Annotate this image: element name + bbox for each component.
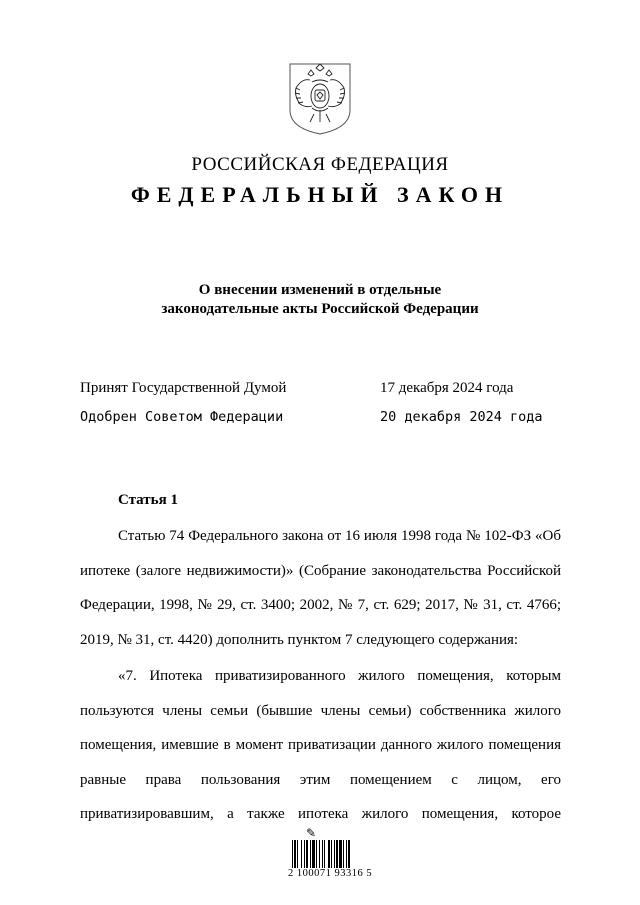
article-paragraph-1 — [80, 519, 561, 657]
country-heading: РОССИЙСКАЯ ФЕДЕРАЦИЯ — [191, 154, 449, 175]
paragraph-line: ипотеке (залоге недвижимости)» (Собрание законодательства Российской — [80, 562, 561, 579]
coat-of-arms-emblem — [286, 60, 354, 136]
article-paragraph-2 — [80, 659, 561, 832]
barcode-icon — [292, 840, 376, 868]
paragraph-line: Статью 74 Федерального закона от 16 июля 1998 года № 102-ФЗ «Об — [118, 528, 561, 544]
law-title-line-2: законодательные акты Российской Федерации — [161, 301, 479, 317]
paragraph-line: помещения, имевшие в момент приватизации данного жилого помещения — [80, 737, 561, 753]
law-title — [0, 281, 640, 319]
approval-date: 20 декабря 2024 года — [380, 409, 543, 425]
paragraph-line: «7. Ипотека приватизированного жилого помещения, которым — [118, 668, 561, 684]
law-title-line-1: О внесении изменений в отдельные — [198, 282, 442, 298]
paragraph-line: 2019, № 31, ст. 4420) дополнить пунктом 7 следующего содержания: — [80, 631, 519, 648]
paragraph-line: приватизировавшим, а также ипотека жилого помещения, которое — [80, 806, 561, 822]
article-title: Статья 1 — [118, 492, 178, 508]
adoption-row-duma — [80, 380, 560, 400]
barcode-number: 2 100071 93316 5 — [288, 868, 373, 879]
approving-body: Одобрен Советом Федерации — [80, 409, 284, 425]
adopting-body: Принят Государственной Думой — [80, 380, 287, 396]
adoption-row-council — [80, 409, 560, 429]
paragraph-line: пользуются члены семьи (бывшие члены семьи) собственника жилого — [80, 702, 561, 719]
paragraph-line: Федерации, 1998, № 29, ст. 3400; 2002, № 7, ст. 629; 2017, № 31, ст. 4766; — [80, 597, 561, 613]
handwritten-mark: ✎ — [306, 826, 317, 840]
document-type-heading: ФЕДЕРАЛЬНЫЙ ЗАКОН — [130, 182, 510, 207]
paragraph-line: равные права пользования этим помещением с лицом, его — [80, 771, 561, 788]
adoption-date: 17 декабря 2024 года — [380, 380, 514, 396]
